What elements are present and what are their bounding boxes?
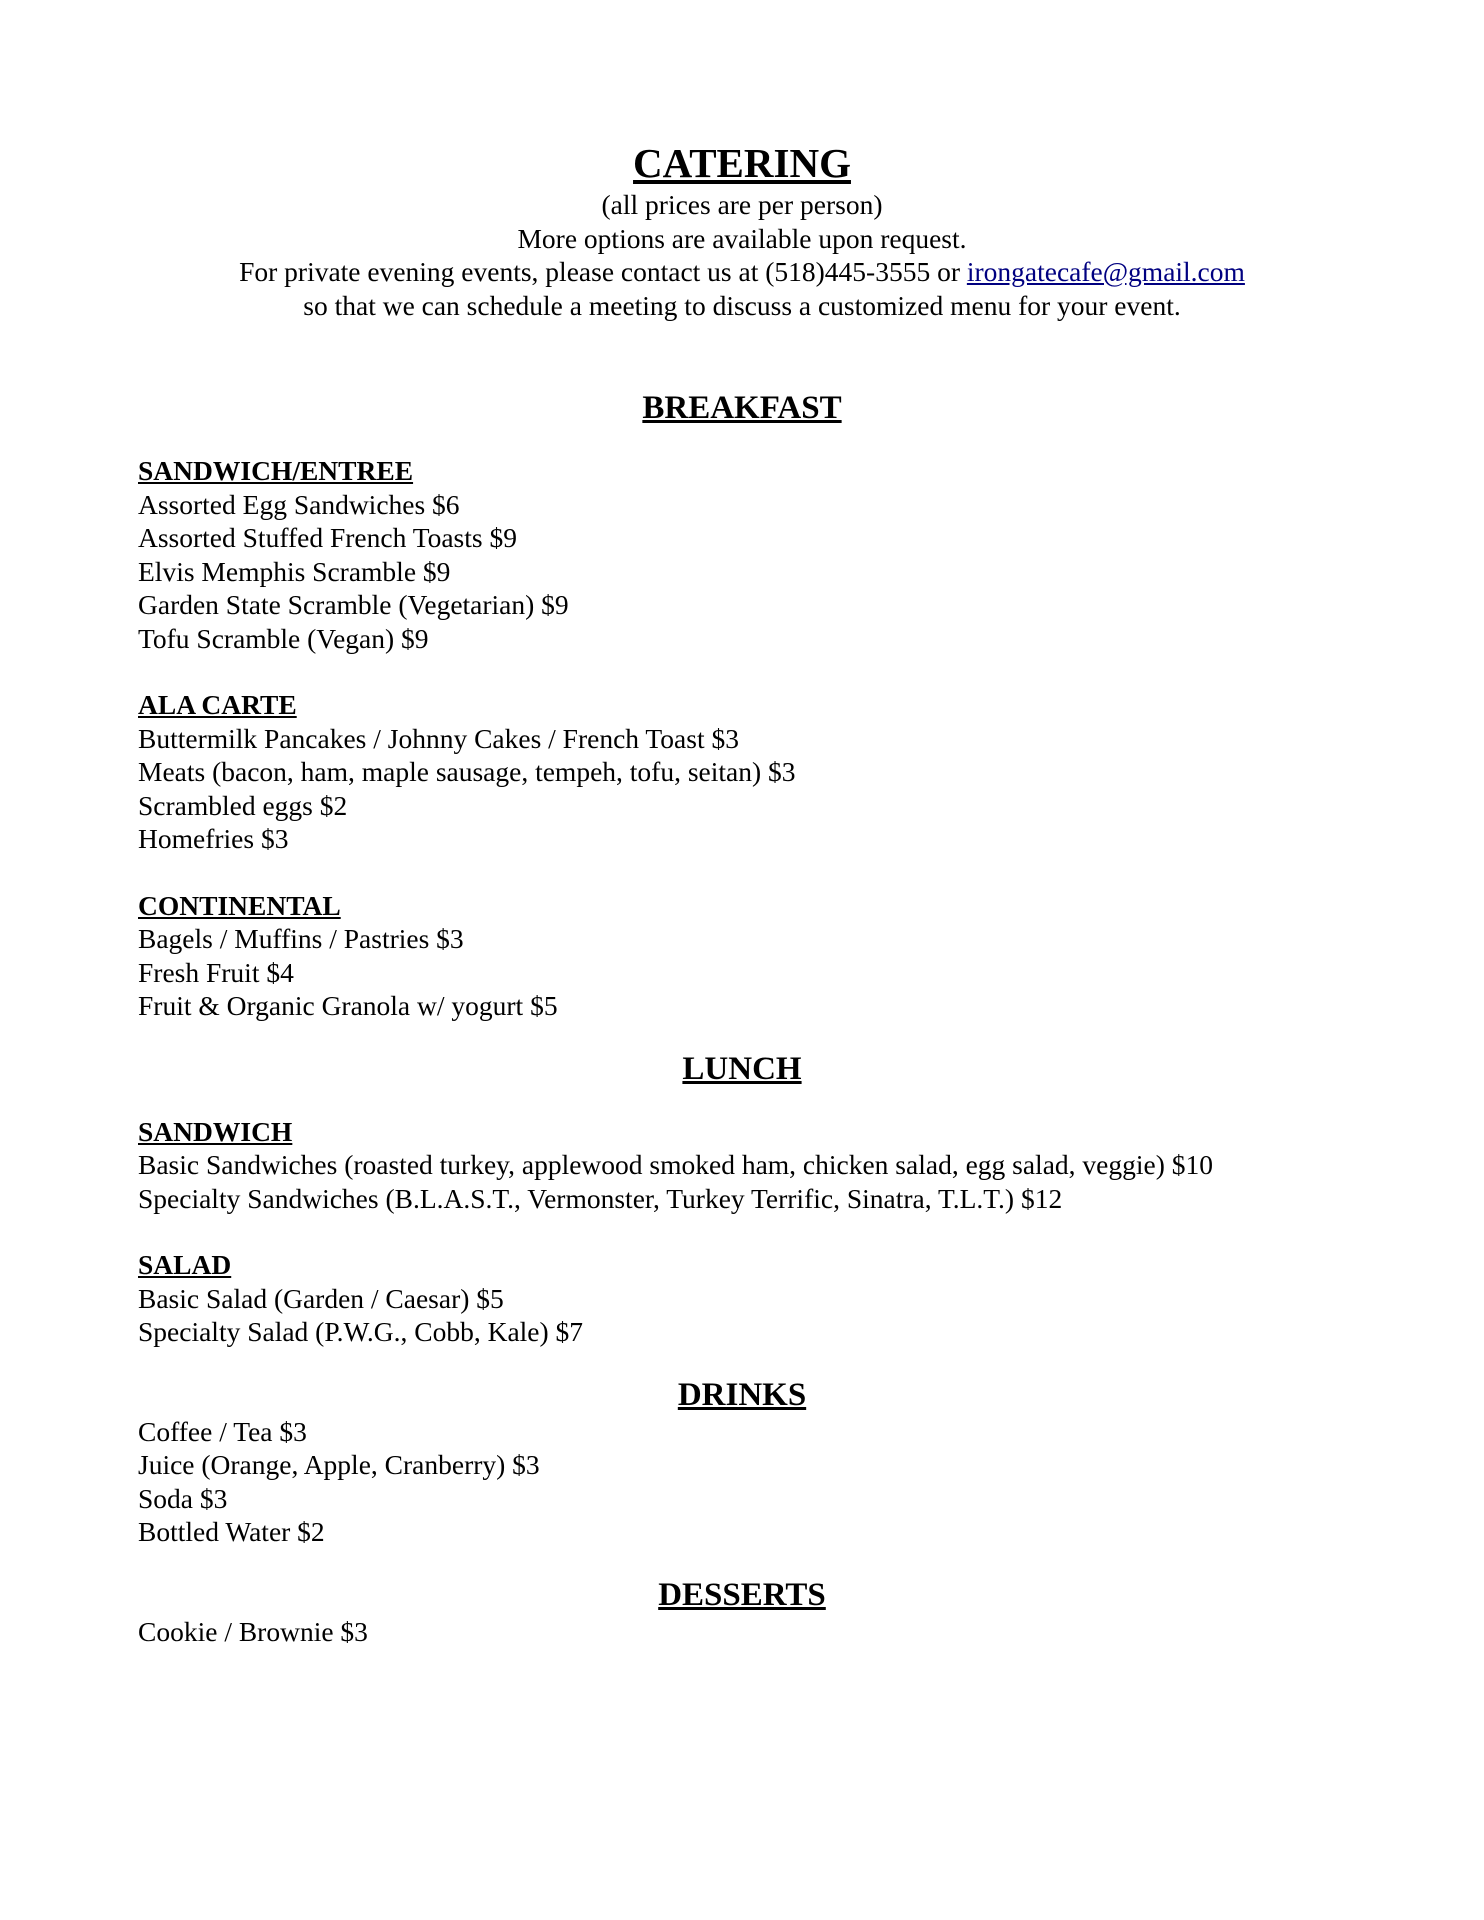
- subheading-sandwich-entree: SANDWICH/ENTREE: [138, 455, 414, 486]
- list-item: Tofu Scramble (Vegan) $9: [138, 622, 429, 654]
- section-title-breakfast: BREAKFAST: [642, 390, 842, 426]
- intro-block: [138, 188, 1346, 322]
- list-item: Meats (bacon, ham, maple sausage, tempeh, tofu, seitan) $3: [138, 756, 796, 787]
- list-continental: [138, 922, 1346, 1023]
- list-item: Elvis Memphis Scramble $9: [138, 555, 451, 587]
- list-item: Assorted Egg Sandwiches $6: [138, 488, 460, 520]
- intro-contact-text: For private evening events, please contact us at (518)445-3555 or: [239, 256, 967, 287]
- list-item: Fruit & Organic Granola w/ yogurt $5: [138, 990, 558, 1021]
- list-item: Bagels / Muffins / Pastries $3: [138, 923, 464, 954]
- section-title-lunch: LUNCH: [682, 1050, 802, 1087]
- subheading-continental: CONTINENTAL: [138, 889, 341, 921]
- section-title-drinks: DRINKS: [677, 1376, 807, 1413]
- list-drinks: [138, 1415, 1346, 1549]
- list-lunch-sandwich: [138, 1148, 1346, 1215]
- list-item: Juice (Orange, Apple, Cranberry) $3: [138, 1449, 540, 1480]
- list-item: Basic Salad (Garden / Caesar) $5: [138, 1282, 504, 1314]
- list-item: Scrambled eggs $2: [138, 789, 348, 821]
- subheading-ala-carte: ALA CARTE: [138, 689, 297, 720]
- list-item: Coffee / Tea $3: [138, 1415, 307, 1447]
- list-ala-carte: [138, 722, 1346, 856]
- list-sandwich-entree: [138, 488, 1346, 656]
- list-item: Soda $3: [138, 1482, 228, 1514]
- list-item: Cookie / Brownie $3: [138, 1615, 368, 1647]
- list-desserts: [138, 1615, 1346, 1649]
- list-item: Specialty Sandwiches (B.L.A.S.T., Vermonster, Turkey Terrific, Sinatra, T.L.T.) $12: [138, 1182, 1063, 1214]
- list-item: Garden State Scramble (Vegetarian) $9: [138, 589, 569, 620]
- intro-line-options: More options are available upon request.: [517, 222, 967, 254]
- list-item: Homefries $3: [138, 823, 289, 854]
- list-item: Buttermilk Pancakes / Johnny Cakes / French Toast $3: [138, 722, 739, 754]
- list-lunch-salad: [138, 1282, 1346, 1349]
- intro-line-meeting: so that we can schedule a meeting to discuss a customized menu for your event.: [303, 289, 1181, 321]
- page-title: CATERING: [633, 140, 851, 186]
- list-item: Basic Sandwiches (roasted turkey, applewood smoked ham, chicken salad, egg salad, veggie) $10: [138, 1149, 1213, 1180]
- subheading-sandwich: SANDWICH: [138, 1115, 293, 1147]
- section-title-desserts: DESSERTS: [658, 1576, 826, 1613]
- list-item: Bottled Water $2: [138, 1516, 325, 1547]
- email-link[interactable]: irongatecafe@gmail.com: [966, 256, 1245, 287]
- intro-line-contact: [138, 255, 1346, 289]
- list-item: Specialty Salad (P.W.G., Cobb, Kale) $7: [138, 1316, 584, 1347]
- list-item: Assorted Stuffed French Toasts $9: [138, 522, 517, 553]
- intro-line-prices: (all prices are per person): [601, 189, 883, 220]
- subheading-salad: SALAD: [138, 1249, 232, 1280]
- list-item: Fresh Fruit $4: [138, 956, 294, 988]
